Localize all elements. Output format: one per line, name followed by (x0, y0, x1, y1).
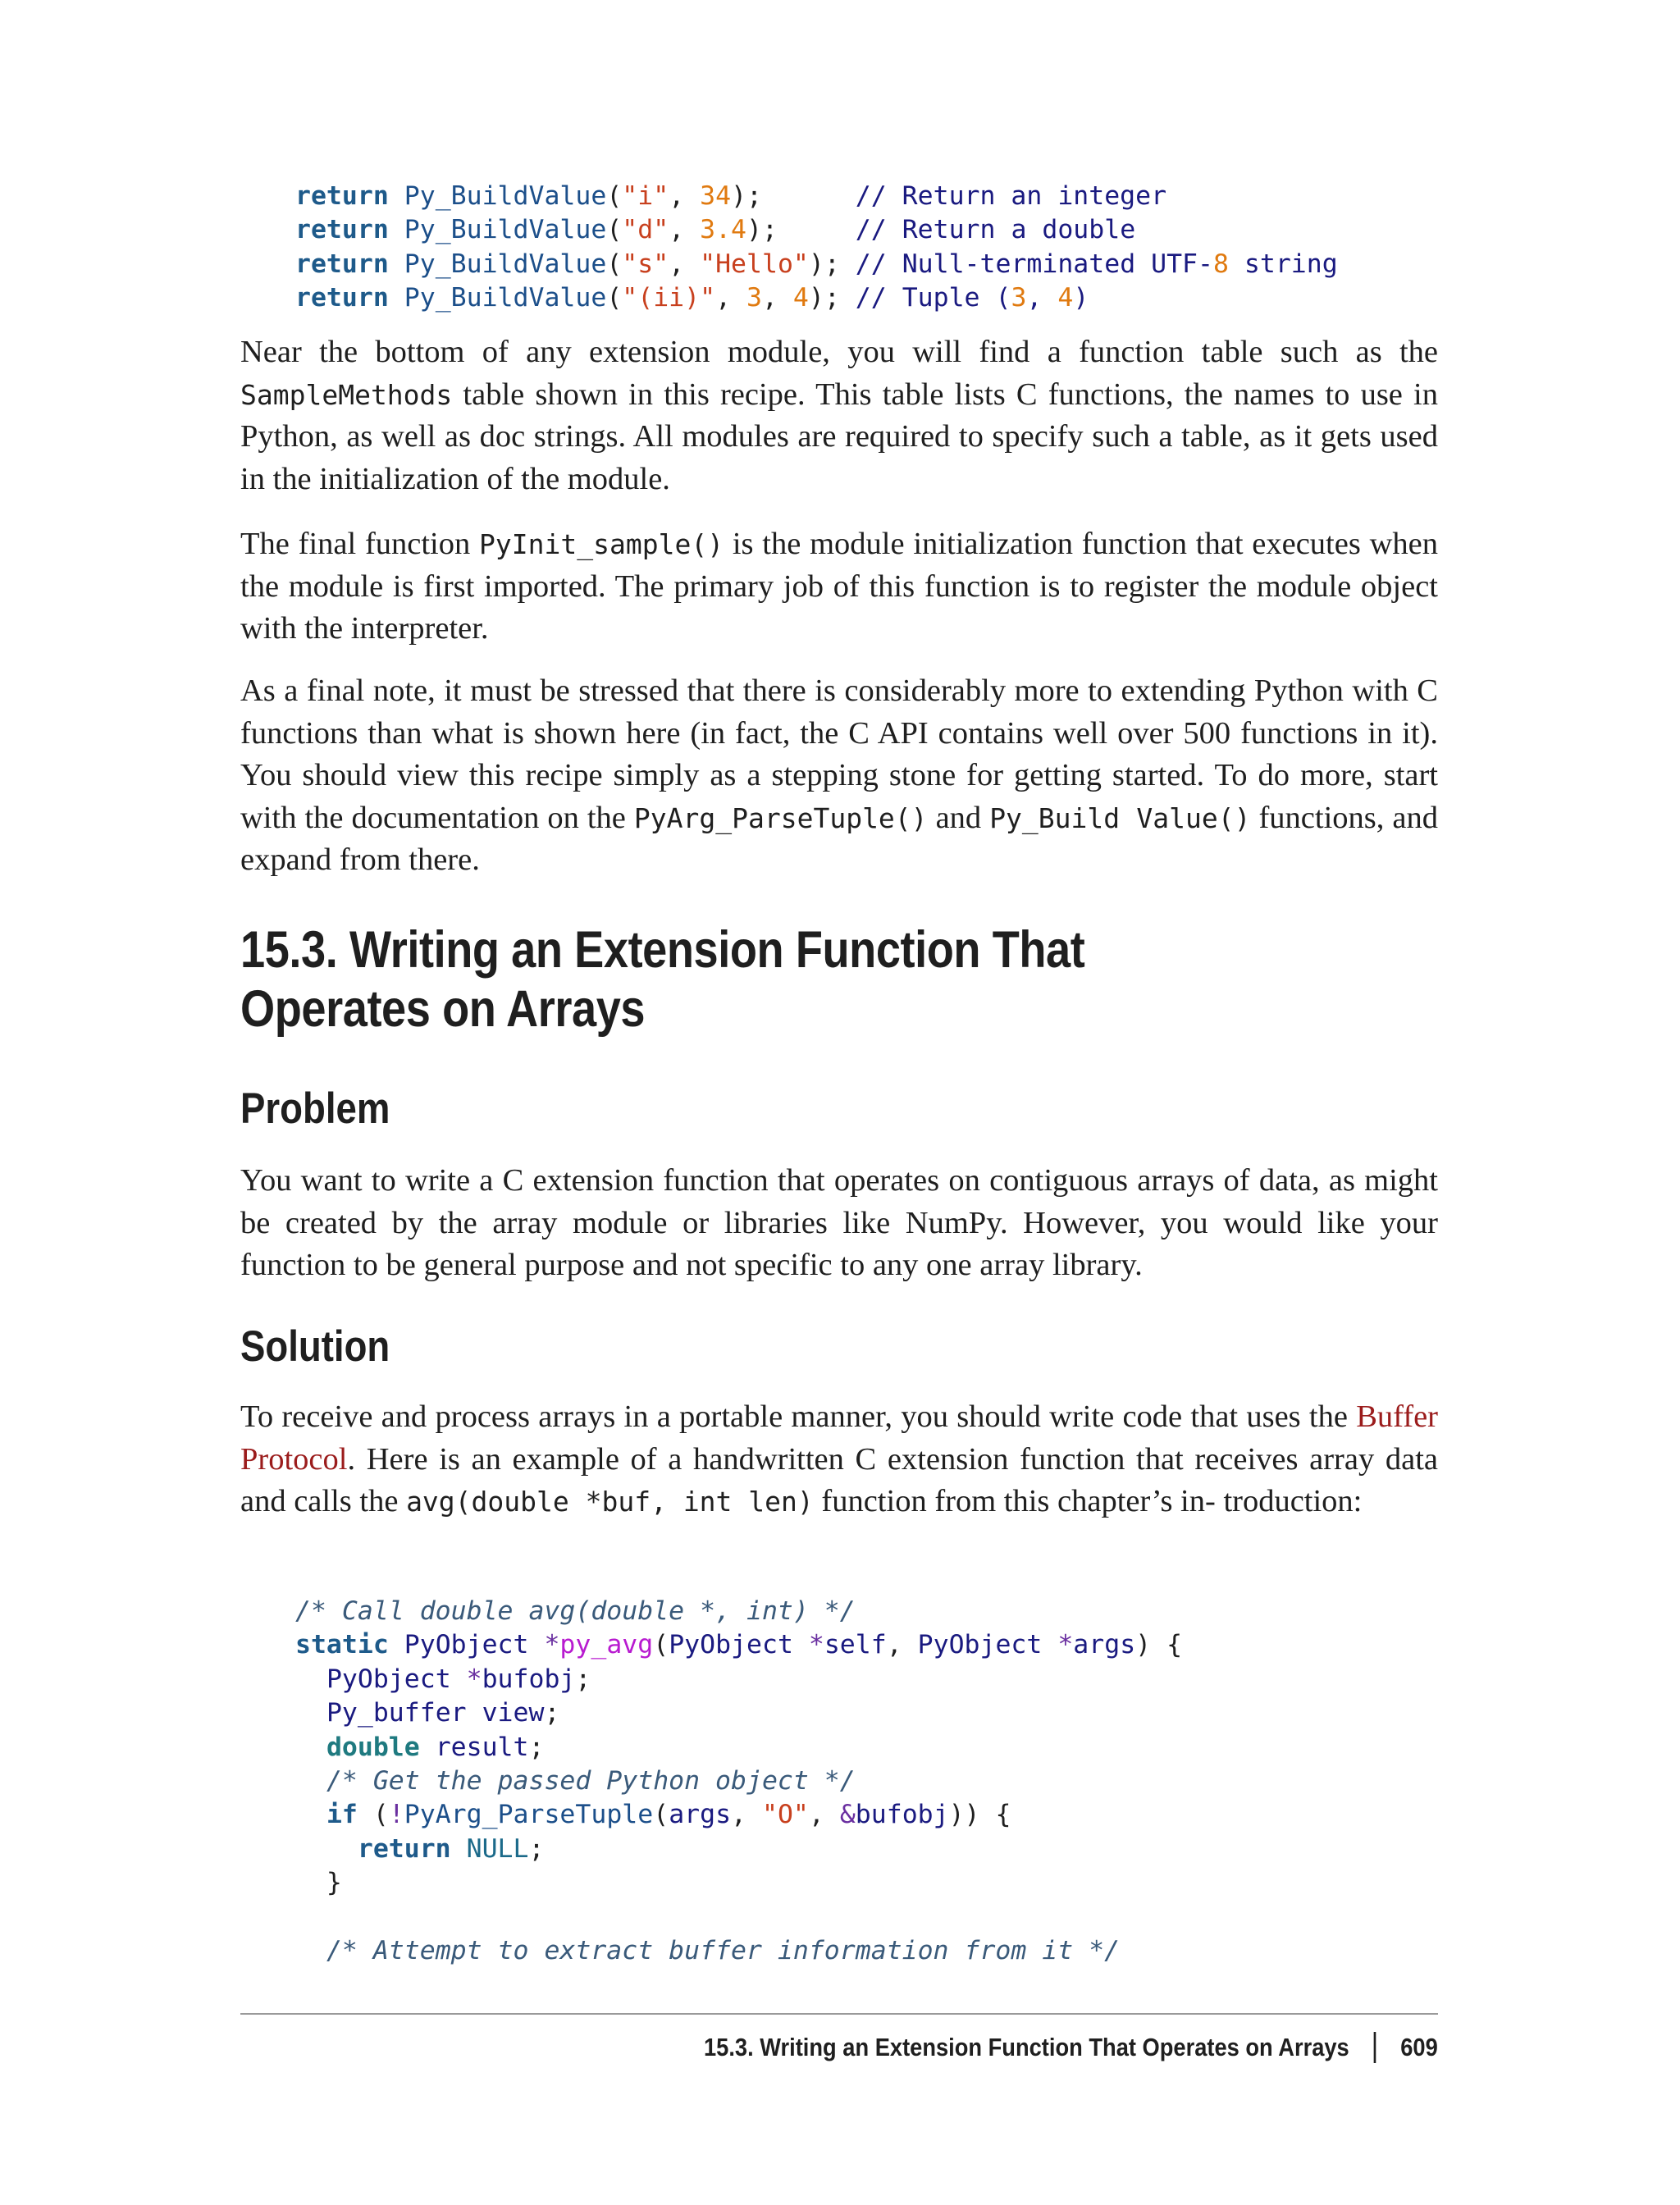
code-token: return (357, 1833, 451, 1864)
code-token (295, 1766, 326, 1796)
code-token (295, 1800, 326, 1829)
code-token: PyObject (917, 1630, 1043, 1660)
code-token (793, 1630, 809, 1659)
code-token: PyArg_ParseTuple (404, 1800, 654, 1830)
code-line (295, 283, 1089, 313)
running-title: 15.3. Writing an Extension Function That Operates on Arrays (704, 2033, 1349, 2061)
code-token: 4 (792, 283, 809, 313)
text-run: table shown in this recipe. This table lists C functions, the names to use in Python, as well as doc strings. All modules are required to specify such a table, as it gets used in the initialization of the module. (240, 377, 1438, 496)
paragraph-problem (240, 1160, 1438, 1287)
code-token: ( (606, 215, 623, 245)
code-token (389, 283, 404, 313)
code-token: ( (653, 1800, 669, 1830)
paragraph-solution (240, 1396, 1438, 1523)
code-token: Py_BuildValue (404, 215, 607, 245)
code-token: NULL (466, 1833, 529, 1864)
code-token: * (466, 1664, 482, 1694)
text-run: As a final note, it must be stressed that there is considerably more to extending Python with C functions than what is shown here (in fact, the C API contains well over 500 functions in it). You should view this recipe simply as a stepping stone for getting started. To do more, start with the documentation on the (240, 673, 1438, 835)
code-line (295, 181, 1166, 211)
inline-code: avg(double *buf, int len) (406, 1486, 814, 1518)
code-token: view (482, 1698, 545, 1728)
code-token: , (761, 283, 793, 313)
code-token: ); (808, 283, 856, 313)
code-token: ; (544, 1698, 560, 1728)
code-token: /* Get the passed Python object */ (326, 1766, 856, 1796)
code-token: 3 (746, 283, 762, 313)
code-token (295, 1732, 326, 1762)
code-token: * (544, 1630, 560, 1660)
inline-code: SampleMethods (240, 378, 453, 411)
paragraph-function-table (240, 331, 1438, 500)
code-token: ) (1073, 283, 1089, 313)
code-token: "Hello" (700, 249, 809, 279)
code-token: ); (731, 181, 856, 211)
code-token: /* Call double avg(double *, int) */ (295, 1596, 856, 1626)
text-run: function from this chapter’s in- troduction: (813, 1484, 1363, 1518)
text-run: Near the bottom of any extension module, you will find a function table such as the (240, 335, 1438, 369)
code-token: ); (808, 249, 856, 279)
code-token: args (669, 1800, 732, 1830)
code-token: py_avg (559, 1630, 654, 1660)
code-line (295, 215, 1135, 244)
inline-code: PyInit_sample() (479, 528, 724, 560)
code-token: ! (388, 1800, 404, 1830)
code-token: & (839, 1800, 856, 1830)
code-token: ) { (1135, 1630, 1183, 1660)
code-token: ( (357, 1800, 389, 1830)
code-token: // Null-terminated UTF- (855, 249, 1213, 279)
code-token: bufobj (855, 1800, 949, 1830)
code-token (1042, 1630, 1057, 1659)
code-token (295, 1936, 326, 1965)
code-token: /* Attempt to extract buffer information from it */ (326, 1936, 1121, 1966)
code-token (295, 1698, 326, 1728)
code-token: ( (606, 283, 623, 313)
code-token: return (295, 283, 389, 313)
code-token: return (295, 249, 389, 279)
code-token: return (295, 181, 389, 211)
code-token: 4 (1057, 283, 1074, 313)
code-token: ; (528, 1732, 545, 1762)
code-token: "O" (761, 1800, 809, 1830)
code-line (295, 1800, 1011, 1829)
code-token: "s" (622, 249, 669, 279)
code-token: result (435, 1732, 529, 1762)
code-token: // Return a double (855, 215, 1136, 245)
code-token (389, 249, 404, 279)
code-token: bufobj (482, 1664, 576, 1694)
code-token: , (715, 283, 747, 313)
code-token (295, 1834, 358, 1864)
buffer-protocol-link[interactable]: Buffer Protocol (240, 1399, 1438, 1477)
text-run: The final function (240, 527, 480, 561)
code-token: "i" (622, 181, 669, 211)
code-token: , (1026, 283, 1058, 313)
code-line (295, 249, 1338, 279)
code-token (389, 215, 404, 244)
code-token: ( (606, 181, 623, 211)
code-token (420, 1732, 436, 1762)
code-token: Py_buffer (326, 1698, 467, 1728)
code-token: 34 (700, 181, 732, 211)
text-run: functions, and expand from there. (240, 800, 1439, 877)
code-token: 3 (1011, 283, 1027, 313)
code-token: 3.4 (700, 215, 747, 245)
text-run: You want to write a C extension function that operates on contiguous arrays of data, as might be created by the array module or libraries like NumPy. However, you would like your function to be general purpose and not specific to any one array library. (240, 1163, 1438, 1282)
code-token: , (669, 215, 701, 245)
code-token: * (1057, 1630, 1074, 1660)
code-line (295, 1630, 1182, 1659)
code-token: string (1228, 249, 1338, 279)
code-token (467, 1698, 482, 1728)
code-token: ; (575, 1664, 591, 1694)
page-footer (704, 2031, 1438, 2064)
code-token: self (824, 1630, 887, 1660)
code-token: // Return an integer (855, 181, 1167, 211)
code-line (295, 1936, 1120, 1965)
footer-separator (1374, 2032, 1376, 2063)
code-token: , (669, 249, 701, 279)
code-token: Py_BuildValue (404, 249, 607, 279)
code-token (528, 1630, 544, 1659)
code-token: // Tuple ( (855, 283, 1011, 313)
code-token: args (1073, 1630, 1136, 1660)
code-token (451, 1834, 467, 1864)
code-token: 8 (1212, 249, 1229, 279)
code-token: , (669, 181, 701, 211)
code-token (389, 181, 404, 211)
page-number: 609 (1400, 2033, 1438, 2061)
code-token: ( (606, 249, 623, 279)
inline-code: PyArg_ParseTuple() (633, 801, 928, 834)
code-token: PyObject (404, 1630, 529, 1660)
code-token: if (326, 1800, 358, 1830)
code-token: Py_BuildValue (404, 181, 607, 211)
code-token: double (326, 1732, 420, 1762)
code-token: "d" (622, 215, 669, 245)
code-line (295, 1834, 544, 1864)
code-token: ; (528, 1833, 545, 1864)
heading-problem: Problem (240, 1084, 390, 1133)
code-token: static (295, 1630, 389, 1660)
code-line (295, 1732, 544, 1762)
code-token: return (295, 215, 389, 245)
text-run: . Here is an example of a handwritten C extension function that receives array data and calls the (240, 1441, 1438, 1518)
code-line (295, 1698, 559, 1728)
code-line (295, 1596, 856, 1626)
text-run: To receive and process arrays in a portable manner, you should write code that uses the (240, 1399, 1357, 1434)
section-title: 15.3. Writing an Extension Function That Operates on Arrays (240, 921, 1085, 1038)
code-token: Py_BuildValue (404, 283, 607, 313)
code-token: ); (746, 215, 856, 245)
code-block-return-examples (295, 180, 1338, 316)
code-token: * (808, 1630, 824, 1660)
code-token: , (886, 1630, 918, 1660)
code-token (389, 1630, 404, 1659)
code-block-py-avg (295, 1595, 1182, 1968)
inline-code: Py_Build Value() (989, 801, 1251, 834)
code-token: , (731, 1800, 762, 1830)
code-token: "(ii)" (622, 283, 716, 313)
code-line (295, 1664, 591, 1694)
code-token: , (808, 1800, 840, 1830)
paragraph-final-note (240, 670, 1438, 882)
code-line (295, 1868, 342, 1897)
code-token: ( (653, 1630, 669, 1660)
heading-solution: Solution (240, 1322, 390, 1371)
text-run: and (927, 800, 990, 835)
text-run: is the module initialization function that executes when the module is first imported. The primary job of this function is to register the module object with the interpreter. (240, 527, 1438, 646)
code-token (451, 1664, 467, 1694)
code-line (295, 1766, 856, 1796)
paragraph-module-init (240, 523, 1438, 651)
code-token (295, 1664, 326, 1694)
code-token: PyObject (669, 1630, 793, 1660)
footer-divider (240, 2013, 1438, 2015)
code-token: } (295, 1868, 342, 1898)
code-token: )) { (948, 1800, 1011, 1830)
code-token: PyObject (326, 1664, 451, 1694)
